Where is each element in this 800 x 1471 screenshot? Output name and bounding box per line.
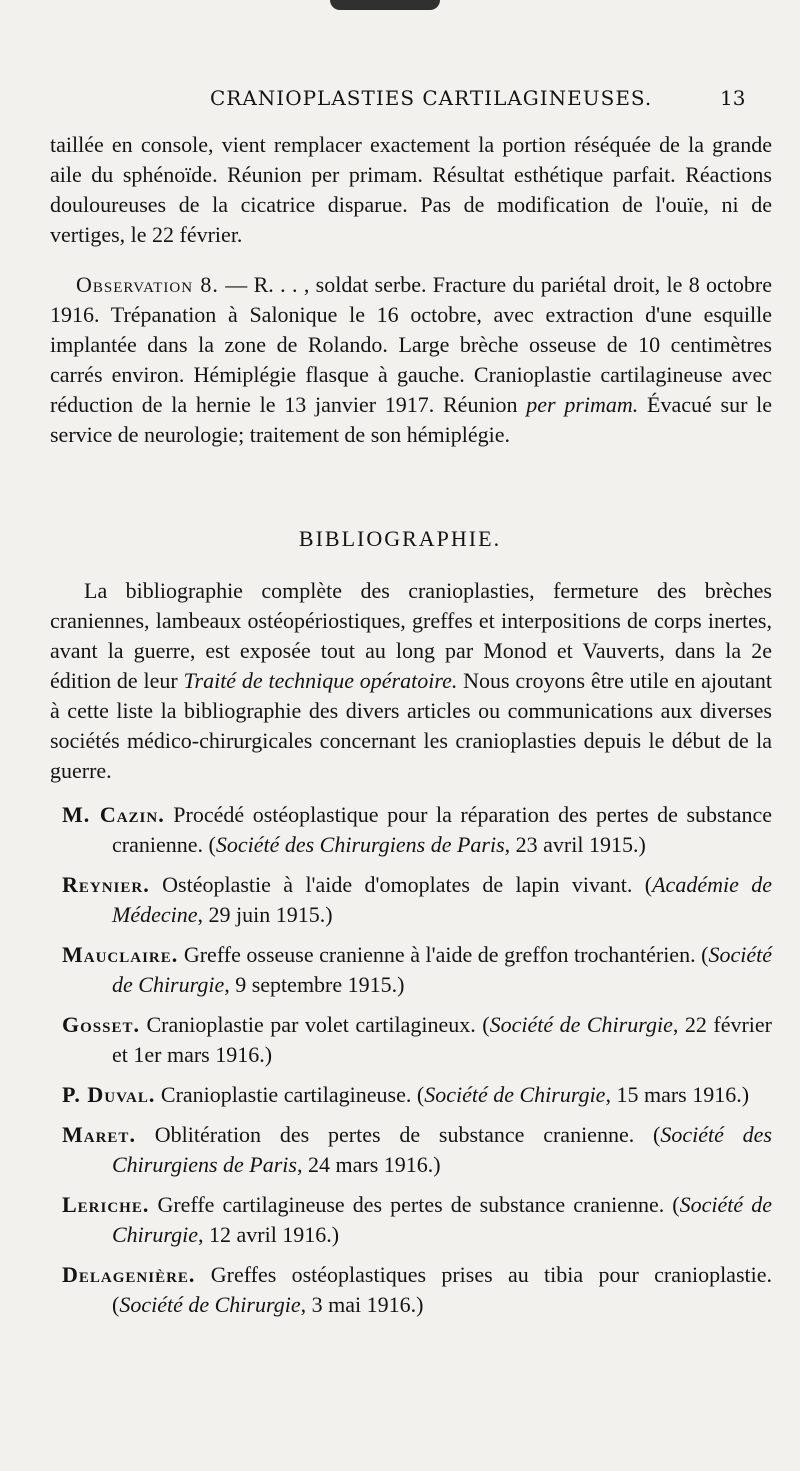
entry-author: Maret. <box>62 1122 136 1147</box>
entry-date: , 23 avril 1915.) <box>504 832 646 857</box>
entry-author: Delagenière. <box>62 1262 196 1287</box>
entry-text: Greffe osseuse cranienne à l'aide de greffon trochantérien. ( <box>178 942 709 967</box>
running-title: CRANIOPLASTIES CARTILAGINEUSES. <box>210 86 653 110</box>
observation-text: R. . . , soldat serbe. Fracture du pariétal droit, le 8 octobre 1916. Trépanation à Salonique le 16 octobre, avec extraction d'une esquille implantée dans la zone de Rolando. Large brèche osseuse de 10 centimètres carrés environ. Hémiplégie flasque à gauche. Cranioplastie cartilagineuse avec réduction de la hernie le 13 janvier 1917. Réunion <box>50 272 773 417</box>
entry-text: Cranioplastie par volet cartilagineux. ( <box>139 1012 490 1037</box>
observation-paragraph <box>50 270 772 450</box>
entry-source: Société des Chirurgiens de Paris <box>215 832 505 857</box>
ink-blot <box>330 0 440 10</box>
bibliography-entry <box>62 940 772 1000</box>
entry-date: , 9 septembre 1915.) <box>224 972 405 997</box>
entry-source: Académie de Médecine <box>112 872 773 927</box>
page-number: 13 <box>720 86 746 110</box>
entry-author: M. Cazin. <box>62 802 165 827</box>
bibliography-entry <box>62 1080 772 1110</box>
entry-source: Société de Chirurgie <box>112 1192 772 1247</box>
entry-author: Gosset. <box>62 1012 140 1037</box>
entry-date: , 22 février et 1er mars 1916.) <box>112 1012 772 1067</box>
entry-author: Mauclaire. <box>62 942 179 967</box>
intro-italic-title: Traité de technique opératoire. <box>183 668 458 693</box>
observation-dash: — <box>218 272 254 297</box>
entry-date: , 29 juin 1915.) <box>197 902 333 927</box>
entry-date: , 15 mars 1916.) <box>605 1082 750 1107</box>
entry-text: Cranioplastie cartilagineuse. ( <box>155 1082 425 1107</box>
entry-author: P. Duval. <box>62 1082 156 1107</box>
bibliography-intro <box>50 576 772 786</box>
bibliography-entry <box>62 800 772 860</box>
bibliography-entry <box>62 1190 772 1250</box>
entry-author: Leriche. <box>62 1192 150 1217</box>
entry-date: , 24 mars 1916.) <box>296 1152 441 1177</box>
bibliography-entry <box>62 1010 772 1070</box>
entry-source: Société des Chirurgiens de Paris <box>112 1122 772 1177</box>
entry-text: Greffes ostéoplastiques prises au tibia pour cranioplastie. ( <box>112 1262 772 1317</box>
bibliography-entry <box>62 1120 772 1180</box>
running-header <box>0 86 800 116</box>
entry-source: Société de Chirurgie <box>112 942 772 997</box>
entry-date: , 3 mai 1916.) <box>300 1292 424 1317</box>
intro-text: La bibliographie complète des cranioplasties, fermeture des brèches craniennes, lambeaux ostéopériostiques, greffes et interpositions de corps inertes, avant la guerre, est exposée tout au long par Monod et Vauverts, dans la 2e édition de leur <box>50 578 772 693</box>
entry-text: Greffe cartilagineuse des pertes de substance cranienne. ( <box>149 1192 680 1217</box>
bibliography-list <box>62 800 772 1330</box>
entry-text: Ostéoplastie à l'aide d'omoplates de lapin vivant. ( <box>149 872 653 897</box>
observation-italic: per primam. <box>526 392 639 417</box>
entry-author: Reynier. <box>62 872 150 897</box>
entry-source: Société de Chirurgie <box>119 1292 301 1317</box>
entry-text: Procédé ostéoplastique pour la réparation des pertes de substance cranienne. ( <box>112 802 772 857</box>
entry-source: Société de Chirurgie <box>424 1082 606 1107</box>
entry-date: , 12 avril 1916.) <box>197 1222 340 1247</box>
bibliography-entry <box>62 1260 772 1320</box>
intro-text-end: Nous croyons être utile en ajoutant à cette liste la bibliographie des divers articles ou communications aux diverses sociétés médico-chirurgicales concernant les cranioplasties depuis le début de la guerre. <box>50 668 772 783</box>
observation-label: Observation 8. <box>76 272 219 297</box>
bibliography-heading: BIBLIOGRAPHIE. <box>298 526 502 551</box>
entry-source: Société de Chirurgie <box>489 1012 673 1037</box>
bibliography-entry <box>62 870 772 930</box>
entry-text: Oblitération des pertes de substance cranienne. ( <box>135 1122 661 1147</box>
observation-text-end: Évacué sur le service de neurologie; traitement de son hémiplégie. <box>50 392 773 447</box>
paragraph-continuation: taillée en console, vient remplacer exactement la portion réséquée de la grande aile du sphénoïde. Réunion per primam. Résultat esthétique parfait. Réactions douloureuses de la cicatrice disparue. Pas de modification de l'ouïe, ni de vertiges, le 22 février. <box>50 132 772 247</box>
